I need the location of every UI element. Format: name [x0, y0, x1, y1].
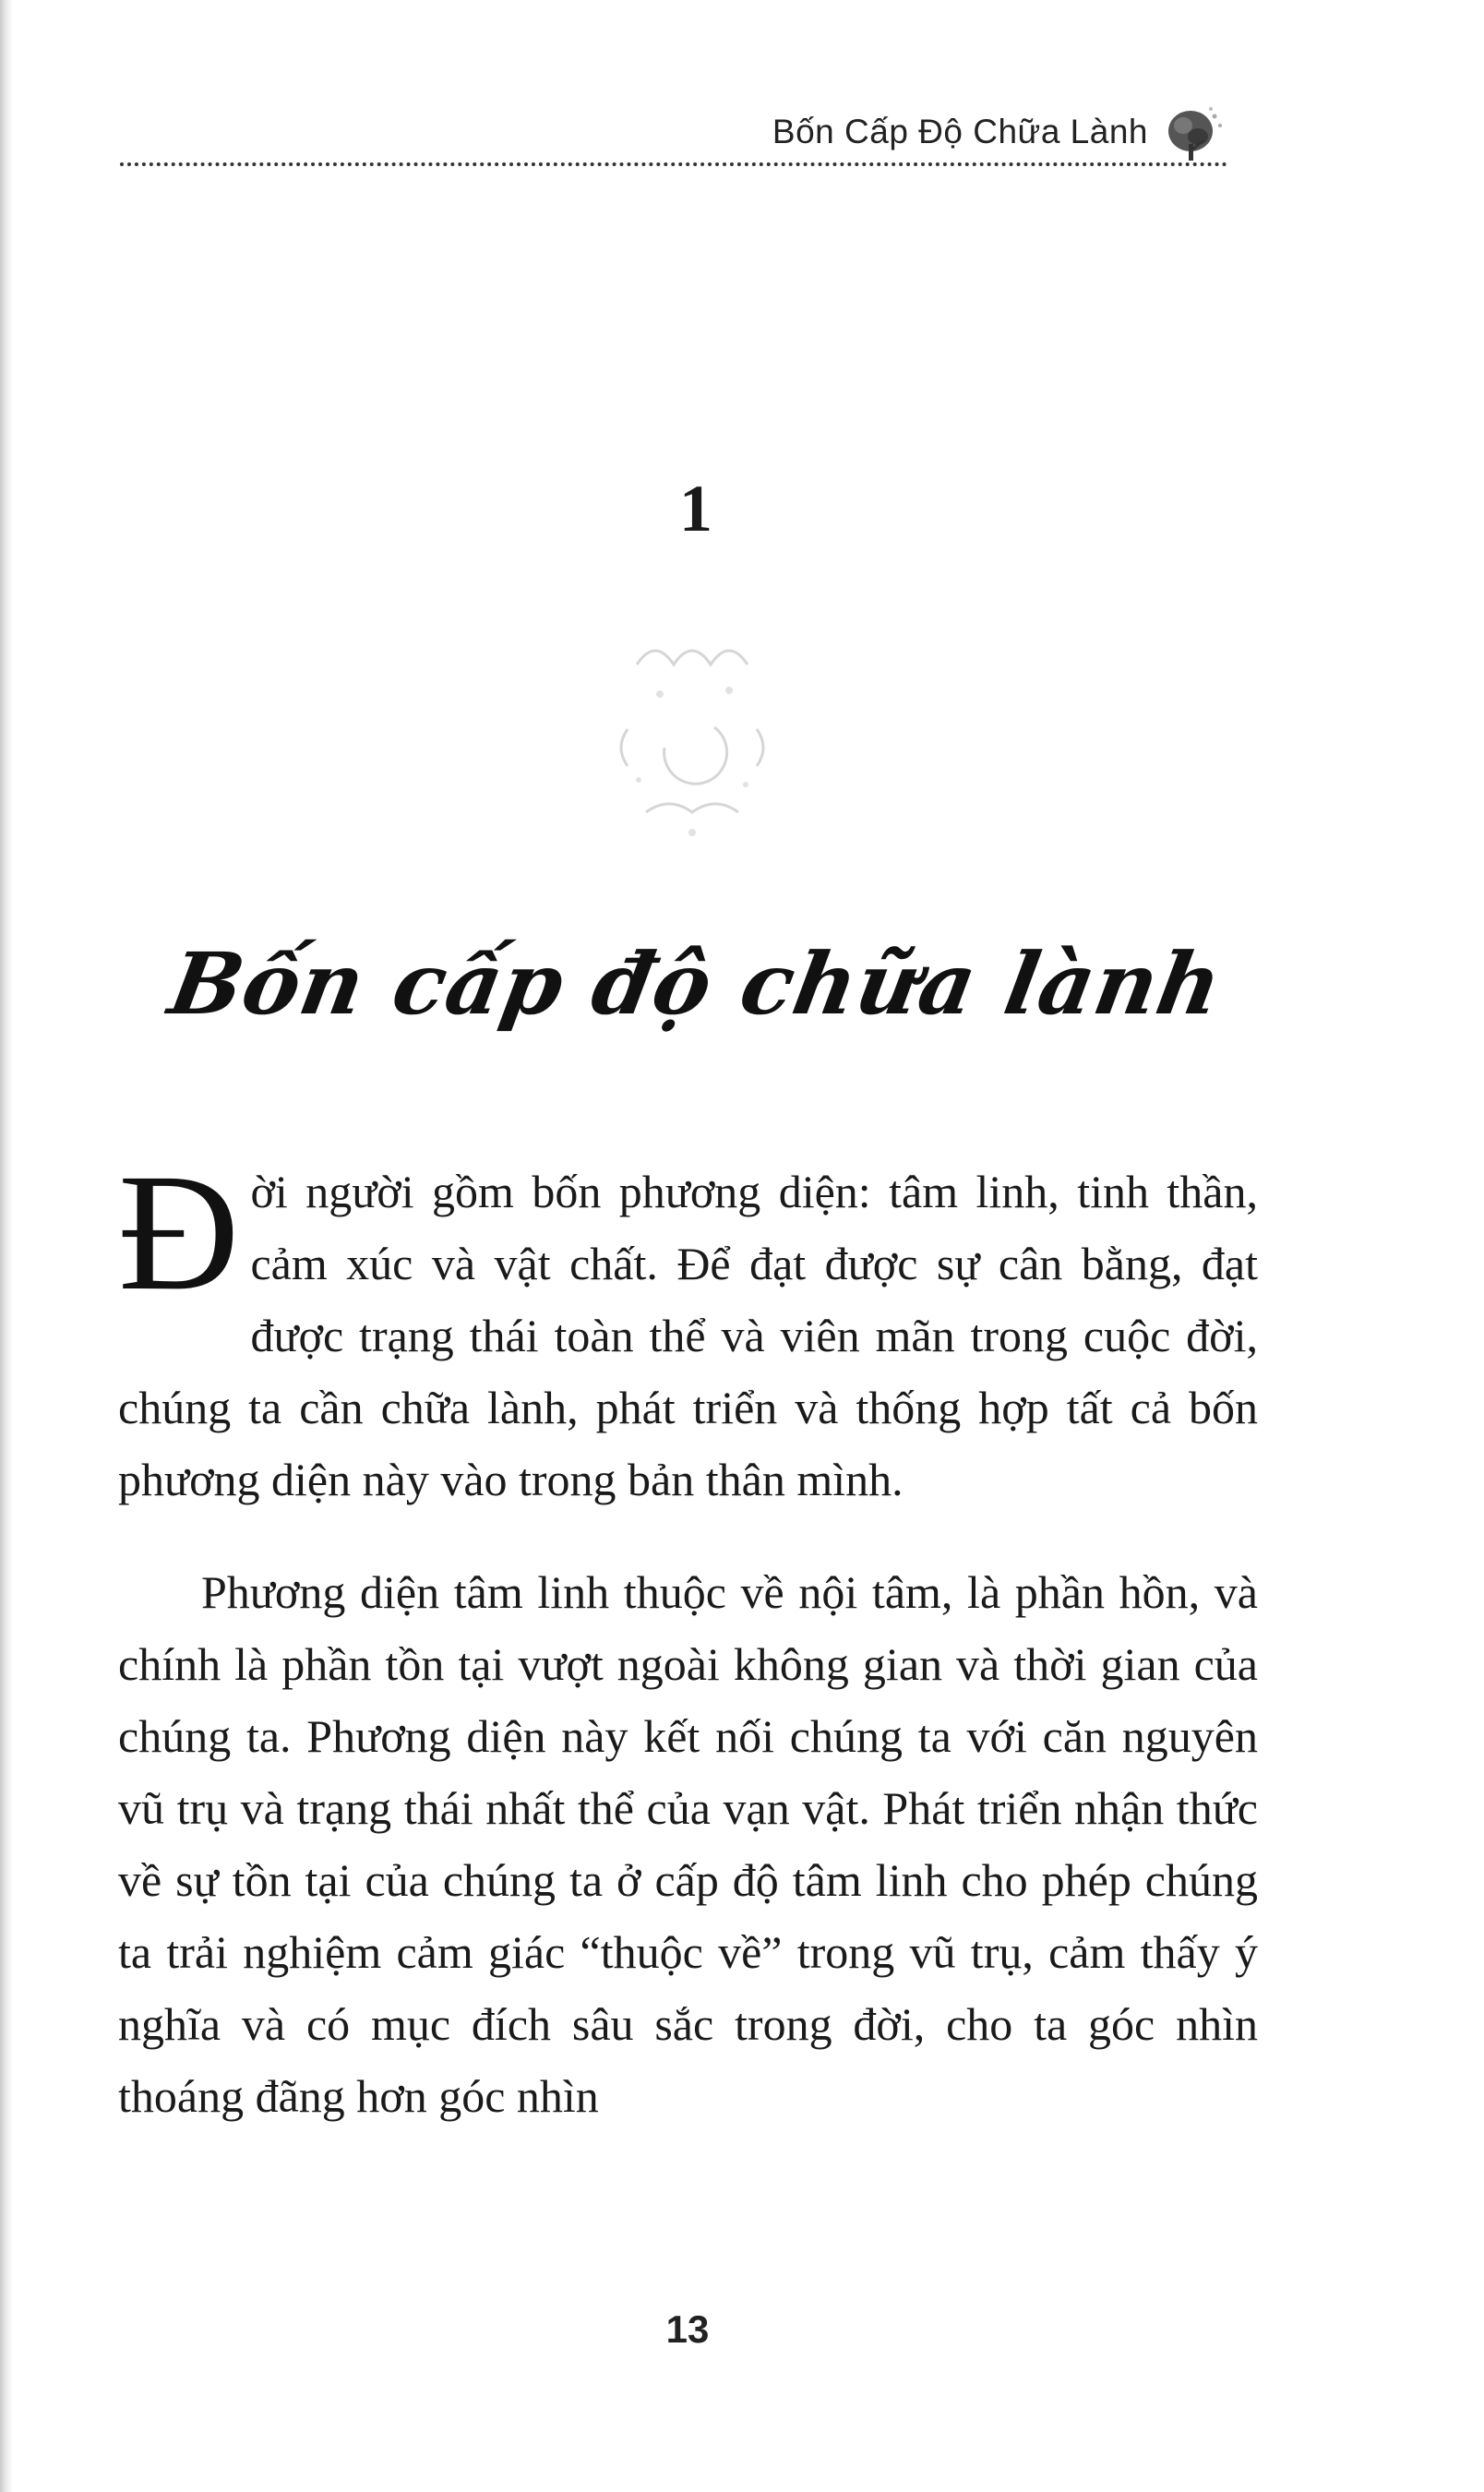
- decorative-watermark-icon: [572, 591, 812, 868]
- chapter-number: 1: [679, 472, 712, 545]
- body-text: [118, 1140, 1258, 2132]
- running-title: Bốn Cấp Độ Chữa Lành: [772, 113, 1148, 150]
- paragraph-1: [118, 1140, 1258, 1516]
- page-edge-shadow: [0, 0, 13, 2492]
- page-number: 13: [665, 2307, 710, 2351]
- tree-ornament-icon: [1163, 103, 1227, 168]
- drop-cap: Đ: [118, 1140, 240, 1325]
- paragraph-1-text: ời người gồm bốn phương diện: tâm linh, tinh thần, cảm xúc và vật chất. Để đạt được sự cân bằng, đạt được trạng thái toàn thể và viên mãn trong cuộc đời, chúng ta cần chữa lành, phát triển và thống hợp tất cả bốn phương diện này vào trong bản thân mình.: [118, 1166, 1258, 1505]
- chapter-title: Bốn cấp độ chữa lành: [162, 933, 1230, 1034]
- running-header: [120, 103, 1227, 177]
- header-dotted-rule: [120, 162, 1227, 166]
- paragraph-2: Phương diện tâm linh thuộc về nội tâm, là phần hồn, và chính là phần tồn tại vượt ngoài không gian và thời gian của chúng ta. Phương diện này kết nối chúng ta với căn nguyên vũ trụ và trạng thái nhất thể của vạn vật. Phát triển nhận thức về sự tồn tại của chúng ta ở cấp độ tâm linh cho phép chúng ta trải nghiệm cảm giác “thuộc về” trong vũ trụ, cảm thấy ý nghĩa và có mục đích sâu sắc trong đời, cho ta góc nhìn thoáng đãng hơn góc nhìn: [118, 1566, 1258, 2122]
